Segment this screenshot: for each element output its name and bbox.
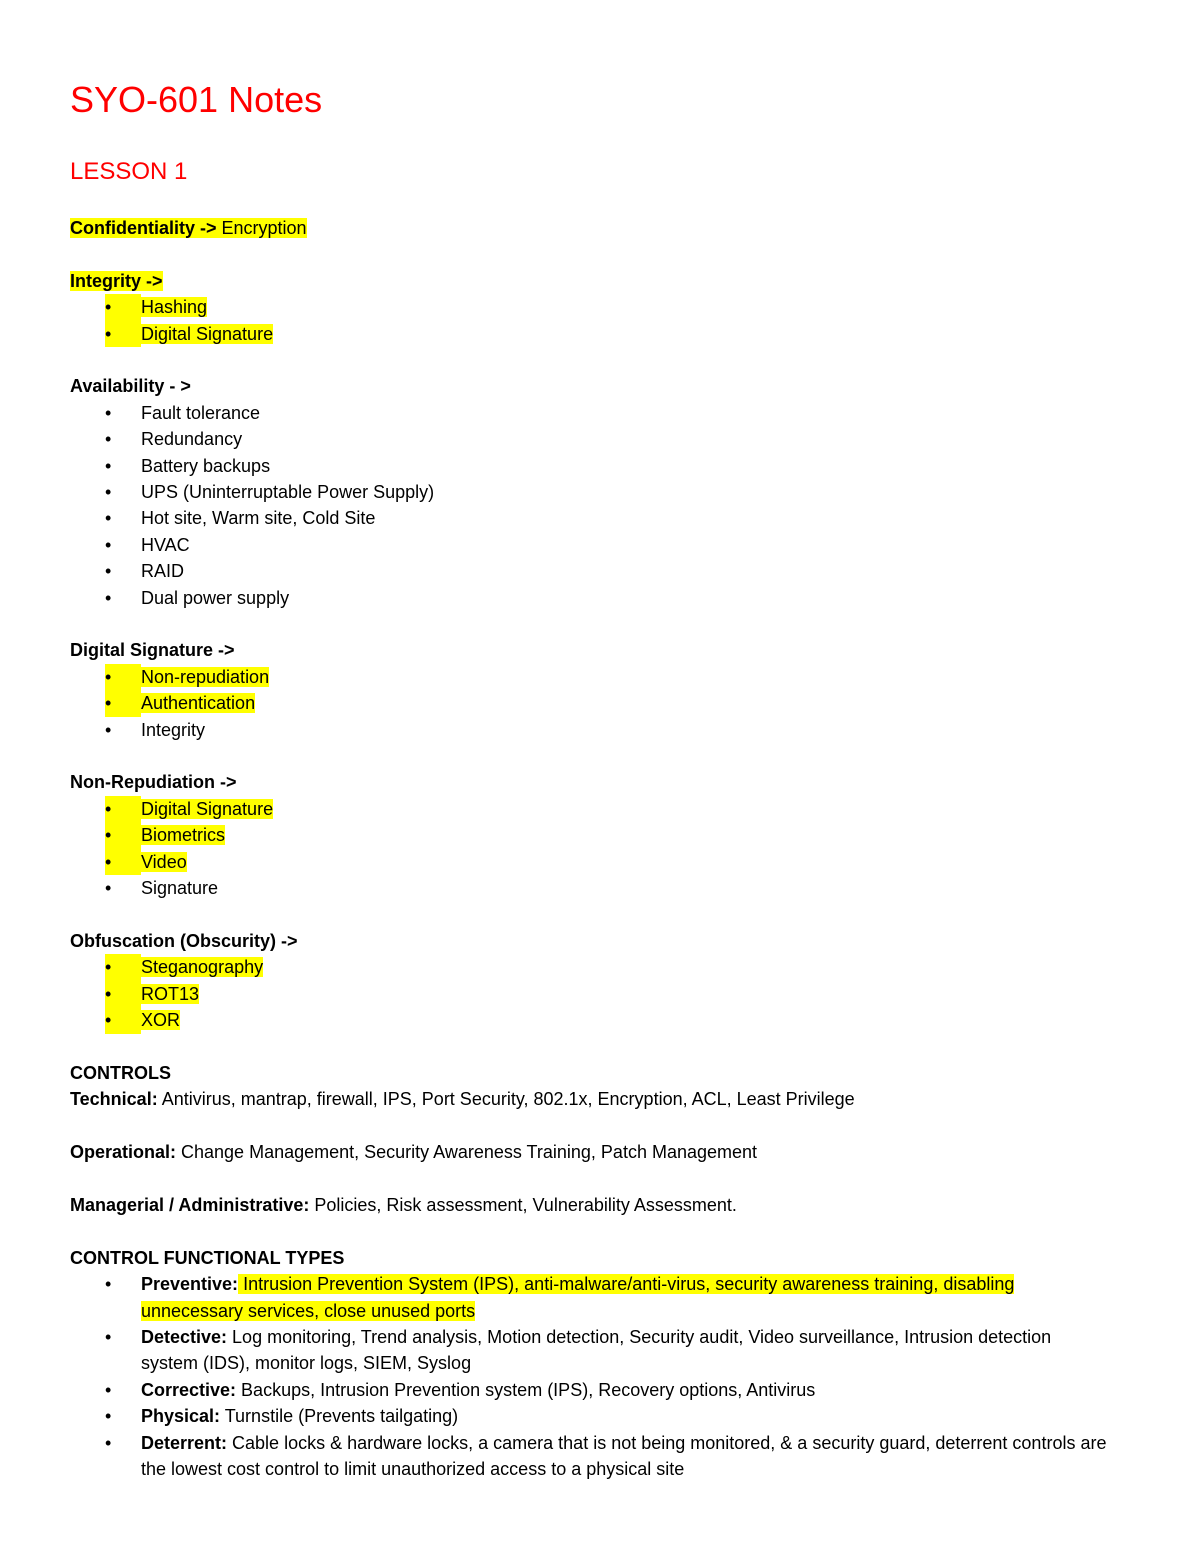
functional-types-list <box>70 1271 1130 1482</box>
operational-value: Change Management, Security Awareness Training, Patch Management <box>176 1142 758 1163</box>
list-item-text: Steganography <box>141 957 264 978</box>
list-item <box>70 1430 1130 1483</box>
bullet-icon: • <box>105 719 112 740</box>
list-item-text: Hashing <box>141 297 208 318</box>
list-item <box>70 294 1130 320</box>
operational-controls-line <box>70 1139 1130 1165</box>
bullet-icon: • <box>105 294 141 320</box>
list-item <box>70 822 1130 848</box>
list-item-text: XOR <box>141 1010 181 1031</box>
list-item-text: Redundancy <box>141 429 243 450</box>
list-item <box>70 1271 1130 1324</box>
bullet-icon: • <box>105 664 141 690</box>
list-item-text: Battery backups <box>141 455 271 476</box>
list-item-text: Biometrics <box>141 825 226 846</box>
bullet-icon: • <box>105 878 112 899</box>
document-title: SYO-601 Notes <box>70 79 323 120</box>
bullet-icon: • <box>105 1326 112 1347</box>
list-item-text: HVAC <box>141 534 190 555</box>
list-item <box>70 558 1130 584</box>
corrective-label: Corrective: <box>141 1379 237 1400</box>
list-item <box>70 479 1130 505</box>
list-item-text: RAID <box>141 561 185 582</box>
managerial-value: Policies, Risk assessment, Vulnerability Assessment. <box>309 1194 737 1215</box>
technical-value: Antivirus, mantrap, firewall, IPS, Port Security, 802.1x, Encryption, ACL, Least Privilege <box>157 1089 855 1110</box>
list-item <box>70 875 1130 901</box>
controls-heading-text: CONTROLS <box>70 1062 171 1083</box>
bullet-icon: • <box>105 534 112 555</box>
bullet-icon: • <box>105 822 141 848</box>
functional-types-heading <box>70 1245 1130 1271</box>
digital-signature-list <box>70 664 1130 743</box>
digital-signature-heading <box>70 637 1130 663</box>
list-item <box>70 453 1130 479</box>
non-repudiation-list <box>70 796 1130 902</box>
integrity-list <box>70 294 1130 347</box>
bullet-icon: • <box>105 690 141 716</box>
lesson-heading: LESSON 1 <box>70 158 188 185</box>
list-item <box>70 664 1130 690</box>
integrity-label: Integrity -> <box>70 270 163 291</box>
obfuscation-heading <box>70 928 1130 954</box>
list-item-text: Video <box>141 851 187 872</box>
non-repudiation-heading <box>70 769 1130 795</box>
bullet-icon: • <box>105 849 141 875</box>
bullet-icon: • <box>105 1432 112 1453</box>
list-item <box>70 1007 1130 1033</box>
list-item <box>70 981 1130 1007</box>
bullet-icon: • <box>105 587 112 608</box>
bullet-icon: • <box>105 1379 112 1400</box>
confidentiality-highlight <box>70 218 307 238</box>
list-item <box>70 796 1130 822</box>
managerial-label: Managerial / Administrative: <box>70 1194 310 1215</box>
integrity-heading <box>70 268 1130 294</box>
deterrent-value: Cable locks & hardware locks, a camera that is not being monitored, & a security guard, deterrent controls are the lowest cost control to limit unauthorized access to a physical site <box>141 1432 1107 1479</box>
bullet-icon: • <box>105 1406 112 1427</box>
list-item-text: UPS (Uninterruptable Power Supply) <box>141 482 435 503</box>
confidentiality-value: Encryption <box>216 218 307 238</box>
availability-heading <box>70 373 1130 399</box>
list-item-text: Authentication <box>141 693 256 714</box>
list-item <box>70 849 1130 875</box>
list-item-text: Dual power supply <box>141 587 290 608</box>
technical-controls-line <box>70 1086 1130 1112</box>
list-item <box>70 717 1130 743</box>
technical-label: Technical: <box>70 1089 158 1110</box>
list-item <box>70 585 1130 611</box>
list-item <box>70 690 1130 716</box>
list-item-text: Hot site, Warm site, Cold Site <box>141 508 376 529</box>
list-item <box>70 426 1130 452</box>
list-item <box>70 321 1130 347</box>
bullet-icon: • <box>105 482 112 503</box>
bullet-icon: • <box>105 954 141 980</box>
bullet-icon: • <box>105 508 112 529</box>
list-item <box>70 532 1130 558</box>
list-item <box>70 1324 1130 1377</box>
list-item-text: Integrity <box>141 719 206 740</box>
list-item <box>70 505 1130 531</box>
preventive-label: Preventive: <box>141 1274 239 1295</box>
list-item-text: Digital Signature <box>141 323 274 344</box>
list-item-text: Signature <box>141 878 219 899</box>
deterrent-label: Deterrent: <box>141 1432 228 1453</box>
list-item <box>70 1403 1130 1429</box>
bullet-icon: • <box>105 1274 112 1295</box>
physical-value: Turnstile (Prevents tailgating) <box>220 1406 459 1427</box>
availability-label: Availability - > <box>70 376 191 397</box>
list-item <box>70 1377 1130 1403</box>
bullet-icon: • <box>105 561 112 582</box>
bullet-icon: • <box>105 455 112 476</box>
preventive-value: Intrusion Prevention System (IPS), anti-malware/anti-virus, security awareness training, disabling unnecessary services, close unused ports <box>141 1274 1015 1321</box>
detective-value: Log monitoring, Trend analysis, Motion detection, Security audit, Video surveillance, Intrusion detection system (IDS), monitor logs, SIEM, Syslog <box>141 1326 1052 1374</box>
bullet-icon: • <box>105 321 141 347</box>
corrective-value: Backups, Intrusion Prevention system (IPS), Recovery options, Antivirus <box>236 1379 816 1400</box>
list-item-text: Digital Signature <box>141 798 274 819</box>
confidentiality-line <box>70 215 1130 241</box>
bullet-icon: • <box>105 429 112 450</box>
bullet-icon: • <box>105 1007 141 1033</box>
list-item <box>70 954 1130 980</box>
notes-content <box>70 215 1130 1482</box>
list-item <box>70 400 1130 426</box>
list-item-text: Non-repudiation <box>141 666 270 687</box>
bullet-icon: • <box>105 402 112 423</box>
functional-types-heading-text: CONTROL FUNCTIONAL TYPES <box>70 1247 345 1268</box>
controls-heading <box>70 1060 1130 1086</box>
non-repudiation-label: Non-Repudiation -> <box>70 772 237 793</box>
operational-label: Operational: <box>70 1142 177 1163</box>
list-item-text: ROT13 <box>141 983 200 1004</box>
obfuscation-list <box>70 954 1130 1033</box>
managerial-controls-line <box>70 1192 1130 1218</box>
availability-list <box>70 400 1130 611</box>
physical-label: Physical: <box>141 1406 221 1427</box>
detective-label: Detective: <box>141 1326 228 1347</box>
list-item-text: Fault tolerance <box>141 402 261 423</box>
obfuscation-label: Obfuscation (Obscurity) -> <box>70 930 298 951</box>
digital-signature-label: Digital Signature -> <box>70 640 235 661</box>
bullet-icon: • <box>105 796 141 822</box>
bullet-icon: • <box>105 981 141 1007</box>
confidentiality-label: Confidentiality -> <box>70 218 217 238</box>
